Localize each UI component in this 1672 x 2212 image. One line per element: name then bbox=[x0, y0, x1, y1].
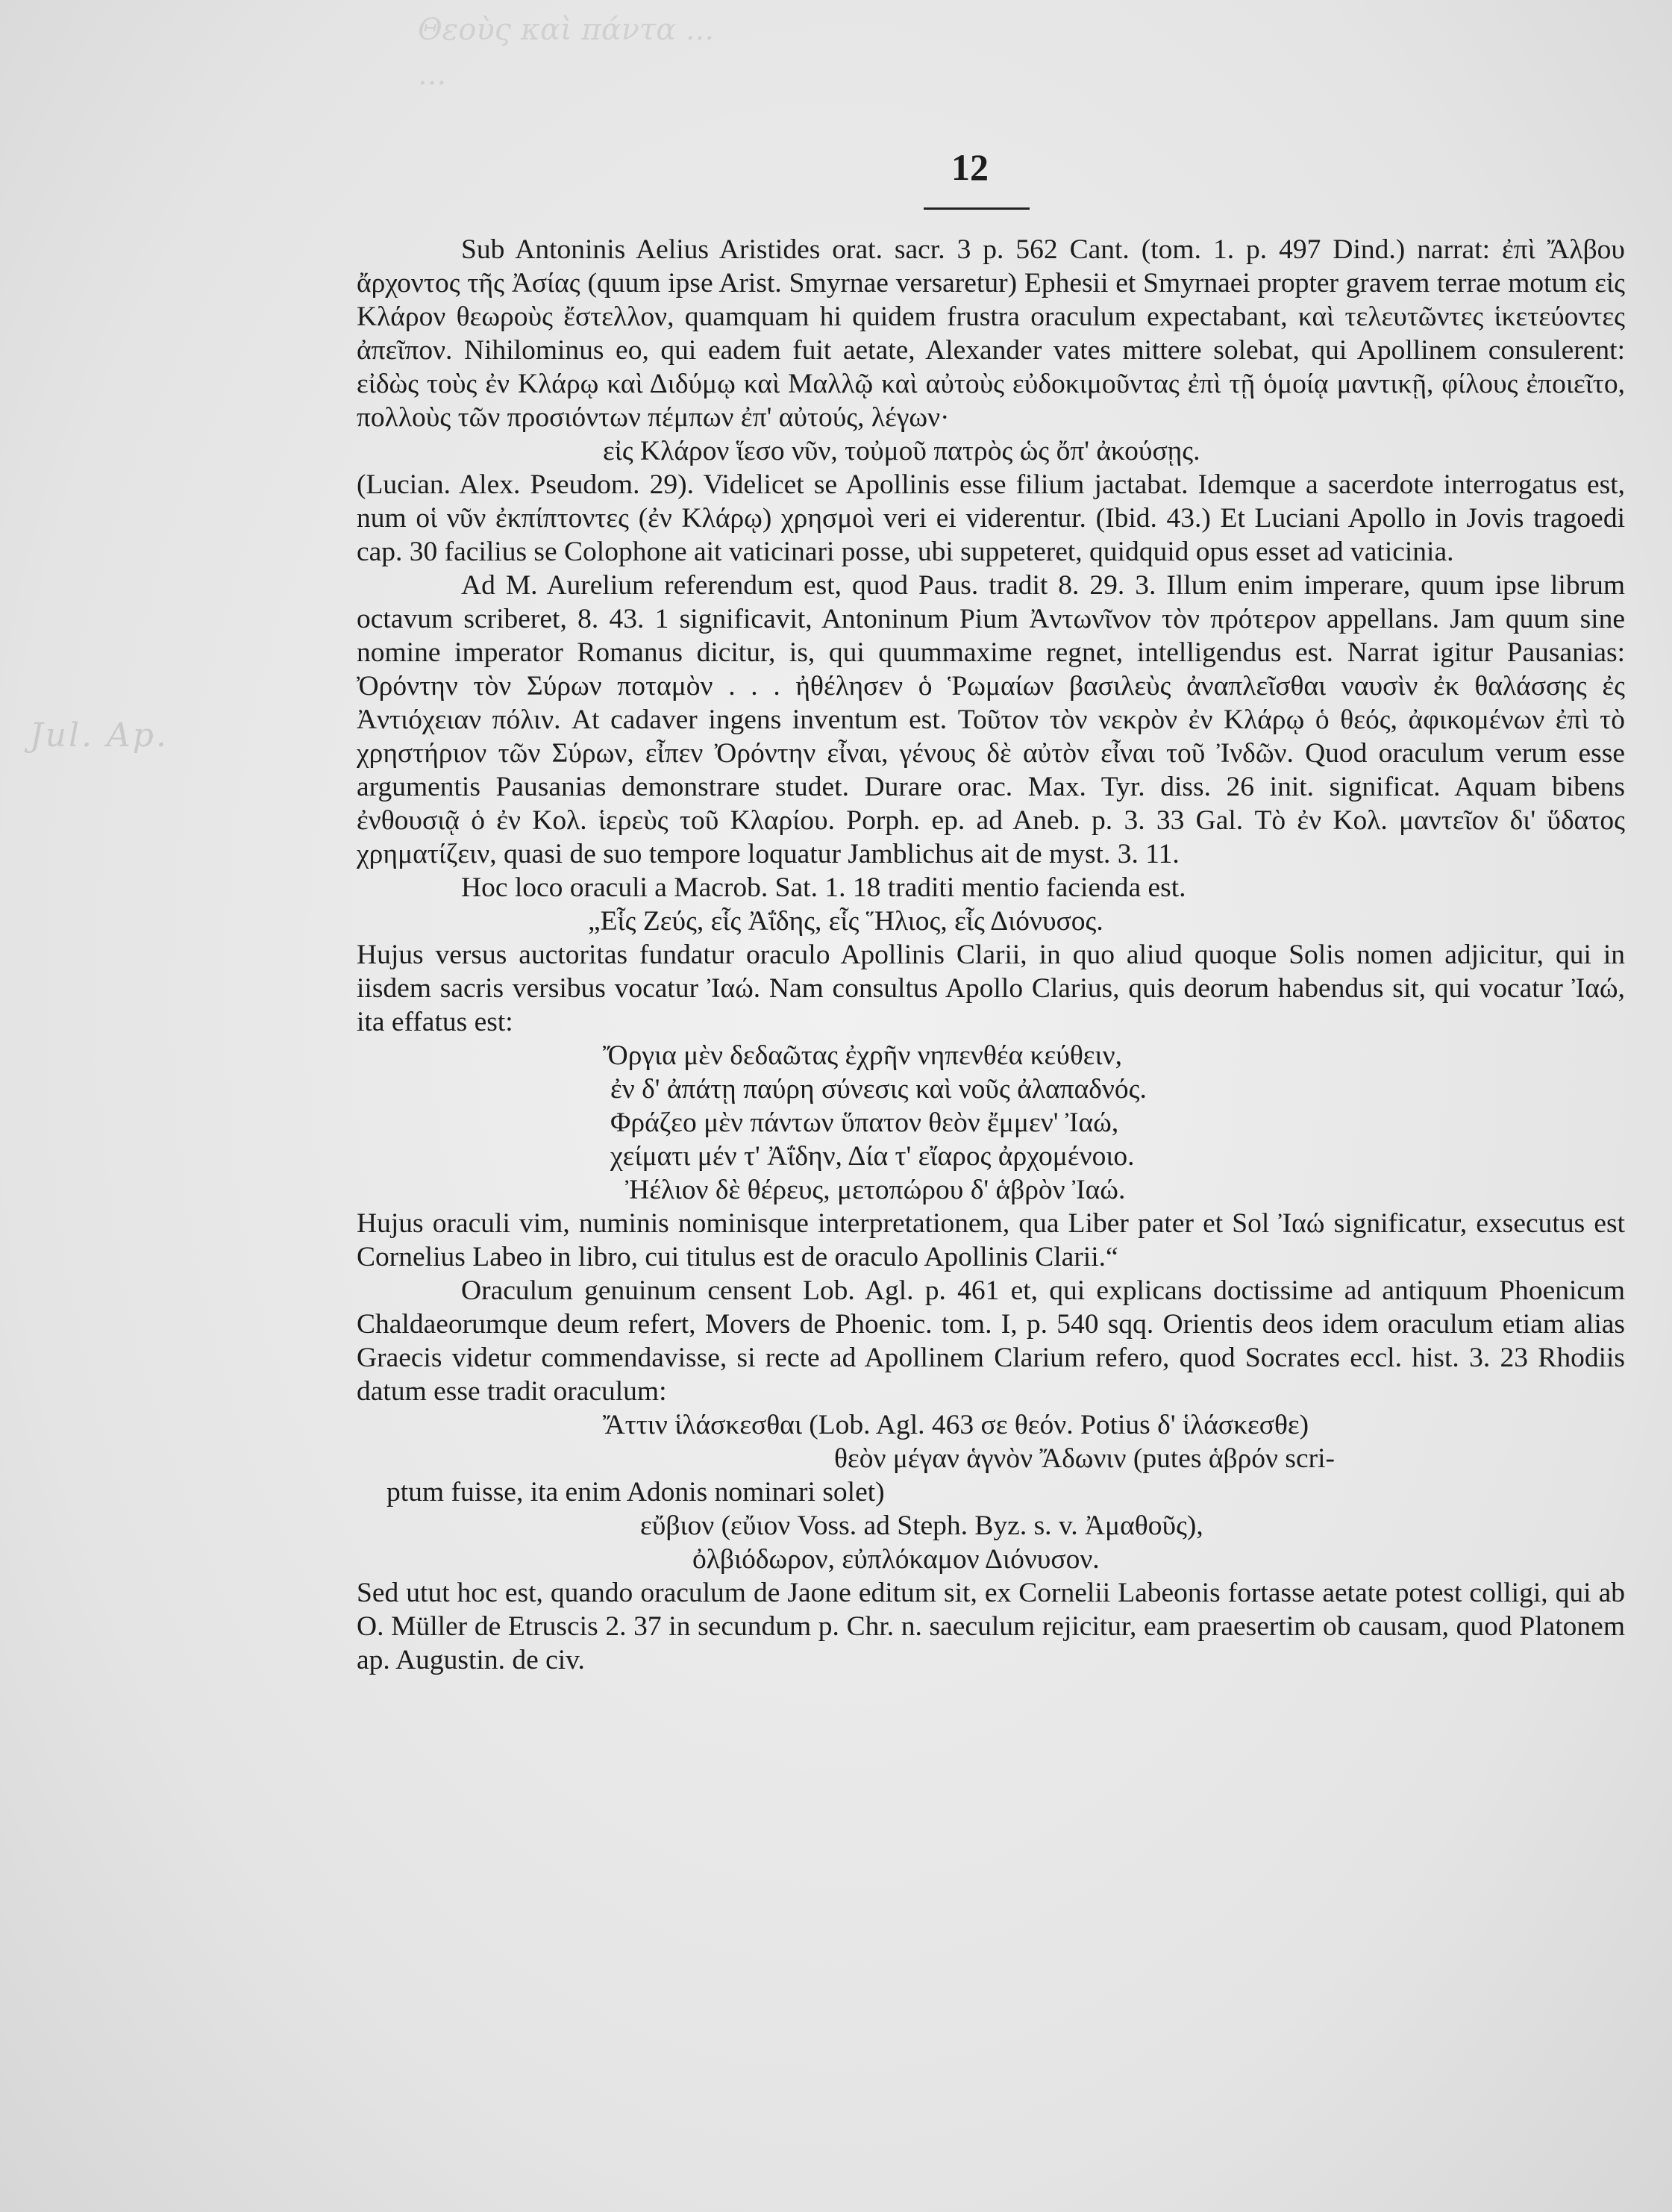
paragraph: Hujus oraculi vim, numinis nominisque interpretationem, qua Liber pater et Sol Ἰαώ significatur, exsecutus est Cornelius Labeo in libro, cui titulus est de oraculo Apollinis Clarii.“ bbox=[357, 1208, 1625, 1272]
oracle-verse-line: Ὄργια μὲν δεδαῶτας ἐχρῆν νηπενθέα κεύθειν, bbox=[603, 1040, 1122, 1071]
oracle-line: εὔβιον (εὔιον Voss. ad Steph. Byz. s. v. Ἀμαθοῦς), bbox=[640, 1510, 1203, 1541]
oracle-line: ὀλβιόδωρον, εὐπλόκαμον Διόνυσον. bbox=[692, 1544, 1100, 1575]
body-text bbox=[357, 233, 1625, 1677]
oracle-verse-line: Ἠέλιον δὲ θέρευς, μετοπώρου δ' ἁβρὸν Ἰαώ. bbox=[625, 1175, 1126, 1205]
oracle-verse-line: Φράζεο μὲν πάντων ὕπατον θεὸν ἔμμεν' Ἰαώ, bbox=[610, 1107, 1119, 1138]
oracle-verse-line: ἐν δ' ἀπάτῃ παύρη σύνεσις καὶ νοῦς ἀλαπαδνός. bbox=[610, 1074, 1147, 1105]
bleed-line: ... bbox=[418, 57, 447, 92]
verse-line: εἰς Κλάρον ἵεσο νῦν, τοὐμοῦ πατρὸς ὡς ὄπ' ἀκούσῃς. bbox=[603, 436, 1200, 466]
verse-line: „Εἷς Ζεύς, εἷς Ἀΐδης, εἷς Ἥλιος, εἷς Διόνυσος. bbox=[588, 906, 1103, 937]
paragraph: Ad M. Aurelium referendum est, quod Paus. tradit 8. 29. 3. Illum enim imperare, quum ipse librum octavum scriberet, 8. 43. 1 significavit, Antoninum Pium Ἀντωνῖνον τὸν πρότερον appellans. Jam quum sine nomine imperator Romanus dicitur, is, qui quummaxime regnet, intelligendus est. Narrat igitur Pausanias: Ὀρόντην τὸν Σύρων ποταμὸν . . . ἠθέλησεν ὁ Ῥωμαίων βασιλεὺς ἀναπλεῖσθαι ναυσὶν ἐκ θαλάσσης ἐς Ἀντιόχειαν πόλιν. At cadaver ingens inventum est. Τοῦτον τὸν νεκρὸν ἐν Κλάρῳ ὁ θεός, ἀφικομένων ἐπὶ τὸ χρηστήριον τῶν Σύρων, εἶπεν Ὀρόντην εἶναι, γένους δὲ αὐτὸν εἶναι τοῦ Ἰνδῶν. Quod oraculum verum esse argumentis Pausanias demonstrare studet. Durare orac. Max. Tyr. diss. 26 init. significat. Aquam bibens ἐνθουσιᾷ ὁ ἐν Κολ. ἱερεὺς τοῦ Κλαρίου. Porph. ep. ad Aneb. p. 3. 33 Gal. Τὸ ἐν Κολ. μαντεῖον δι' ὕδατος χρηματίζειν, quasi de suo tempore loquatur Jamblichus ait de myst. 3. 11. bbox=[357, 570, 1625, 869]
oracle-verse-line: χείματι μέν τ' Ἀΐδην, Δία τ' εἴαρος ἀρχομένοιο. bbox=[610, 1141, 1135, 1172]
paragraph: Hoc loco oraculi a Macrob. Sat. 1. 18 traditi mentio facienda est. bbox=[461, 872, 1186, 903]
paragraph: Oraculum genuinum censent Lob. Agl. p. 461 et, qui explicans doctissime ad antiquum Phoenicum Chaldaeorumque deum refert, Movers de Phoenic. tom. I, p. 540 sqq. Orientis deos idem oraculum etiam alias Graecis videtur commendavisse, si recte ad Apollinem Clarium refero, quod Socrates eccl. hist. 3. 23 Rhodiis datum esse tradit oraculum: bbox=[357, 1275, 1625, 1407]
margin-note: Jul. Ap. bbox=[30, 716, 169, 754]
page-number-rule bbox=[924, 207, 1030, 210]
page-number: 12 bbox=[951, 146, 989, 188]
paragraph: Sed utut hoc est, quando oraculum de Jaone editum sit, ex Cornelii Labeonis fortasse aetate potest colligi, qui ab O. Müller de Etruscis 2. 37 in secundum p. Chr. n. saeculum rejicitur, eam praesertim ob causam, quod Platonem ap. Augustin. de civ. bbox=[357, 1578, 1625, 1675]
bleed-line: Θεοὺς καὶ πάντα ... bbox=[418, 13, 715, 47]
paragraph: Sub Antoninis Aelius Aristides orat. sacr. 3 p. 562 Cant. (tom. 1. p. 497 Dind.) narrat: ἐπὶ Ἄλβου ἄρχοντος τῆς Ἀσίας (quum ipse Arist. Smyrnae versaretur) Ephesii et Smyrnaei propter gravem terrae motum εἰς Κλάρον θεωροὺς ἔστελλον, quamquam hi quidem frustra oraculum expectabant, καὶ τελευτῶντες ἱκετεύοντες ἀπεῖπον. Nihilominus eo, qui eadem fuit aetate, Alexander vates mittere solebat, qui Apollinem consulerent: εἰδὼς τοὺς ἐν Κλάρῳ καὶ Διδύμῳ καὶ Μαλλῷ καὶ αὐτοὺς εὐδοκιμοῦντας ἐπὶ τῇ ὁμοίᾳ μαντικῇ, φίλους ἐποιεῖτο, πολλοὺς τῶν προσιόντων πέμπων ἐπ' αὐτούς, λέγων· bbox=[357, 234, 1625, 433]
paragraph: Hujus versus auctoritas fundatur oraculo Apollinis Clarii, in quo aliud quoque Solis nomen adjicitur, qui in iisdem sacris versibus vocatur Ἰαώ. Nam consultus Apollo Clarius, quis deorum habendus sit, qui vocatur Ἰαώ, ita effatus est: bbox=[357, 940, 1625, 1037]
paragraph: (Lucian. Alex. Pseudom. 29). Videlicet se Apollinis esse filium jactabat. Idemque a sacerdote interrogatus est, num οἱ νῦν ἐκπίπτοντες (ἐν Κλάρῳ) χρησμοὶ veri ei viderentur. (Ibid. 43.) Et Luciani Apollo in Jovis tragoedi cap. 30 facilius se Colophone ait vaticinari posse, ubi suppeteret, quidquid opus esset ad vaticinia. bbox=[357, 469, 1625, 567]
oracle-line: θεὸν μέγαν ἁγνὸν Ἄδωνιν (putes ἁβρόν scri- bbox=[834, 1443, 1336, 1474]
oracle-line: ptum fuisse, ita enim Adonis nominari solet) bbox=[386, 1477, 885, 1508]
bleed-through-text bbox=[418, 7, 714, 97]
oracle-line: Ἄττιν ἱλάσκεσθαι (Lob. Agl. 463 σε θεόν. Potius δ' ἱλάσκεσθε) bbox=[603, 1410, 1309, 1440]
